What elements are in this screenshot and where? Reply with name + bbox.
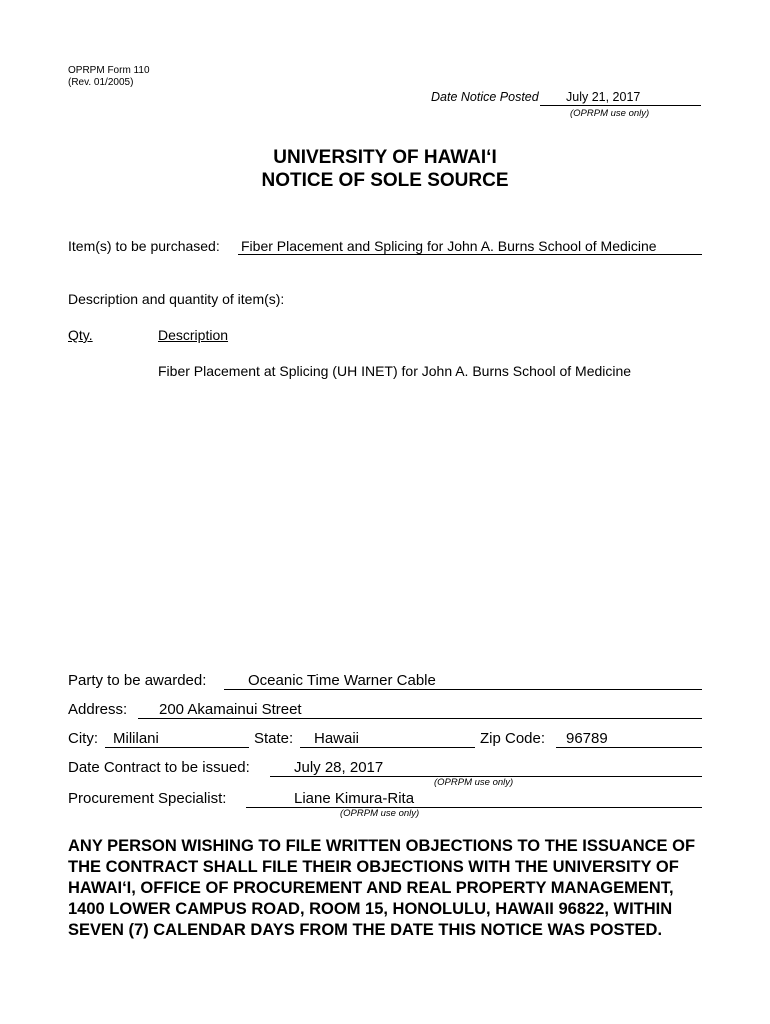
contract-date-label: Date Contract to be issued: <box>68 759 250 776</box>
qty-header: Qty. <box>68 327 93 343</box>
description-row: Fiber Placement at Splicing (UH INET) for John A. Burns School of Medicine <box>158 363 632 379</box>
date-notice-posted-label: Date Notice Posted <box>431 90 539 104</box>
date-notice-posted-value: July 21, 2017 <box>566 90 641 104</box>
description-header: Description <box>158 327 229 343</box>
form-number: OPRPM Form 110 <box>68 65 150 76</box>
contract-date-oprpm-note: (OPRPM use only) <box>434 777 514 788</box>
city-label: City: <box>68 730 98 747</box>
university-title: UNIVERSITY OF HAWAI‘I <box>273 147 497 168</box>
zip-field <box>556 730 702 748</box>
objection-notice: ANY PERSON WISHING TO FILE WRITTEN OBJECTIONS TO THE ISSUANCE OF THE CONTRACT SHALL FILE THEIR OBJECTIONS WITH THE UNIVERSITY OF HAWAI‘I, OFFICE OF PROCUREMENT AND REAL PROPERTY MANAGEMENT, 1400 LOWER CAMPUS ROAD, ROOM 15, HONOLULU, HAWAII 96822, WITHIN SEVEN (7) CALENDAR DAYS FROM THE DATE THIS NOTICE WAS POSTED. <box>68 837 696 939</box>
zip-value: 96789 <box>566 730 608 747</box>
description-quantity-label: Description and quantity of item(s): <box>68 291 285 307</box>
specialist-field <box>246 790 702 808</box>
city-field <box>105 730 249 748</box>
date-notice-posted-field <box>540 90 701 106</box>
notice-title: NOTICE OF SOLE SOURCE <box>261 170 509 191</box>
party-field <box>224 672 702 690</box>
contract-date-field <box>270 759 702 777</box>
items-field <box>238 238 702 255</box>
items-value: Fiber Placement and Splicing for John A. Burns School of Medicine <box>241 238 657 254</box>
form-revision: (Rev. 01/2005) <box>68 77 134 88</box>
party-value: Oceanic Time Warner Cable <box>248 672 436 689</box>
contract-date-value: July 28, 2017 <box>294 759 384 776</box>
specialist-value: Liane Kimura-Rita <box>294 790 415 807</box>
state-label: State: <box>254 730 294 747</box>
date-posted-oprpm-note: (OPRPM use only) <box>570 108 650 119</box>
specialist-oprpm-note: (OPRPM use only) <box>340 808 420 819</box>
party-label: Party to be awarded: <box>68 672 207 689</box>
items-label: Item(s) to be purchased: <box>68 238 220 254</box>
address-label: Address: <box>68 701 128 718</box>
specialist-label: Procurement Specialist: <box>68 790 227 807</box>
city-value: Mililani <box>113 730 159 747</box>
address-value: 200 Akamainui Street <box>159 701 302 718</box>
state-field <box>300 730 475 748</box>
address-field <box>138 701 702 719</box>
zip-label: Zip Code: <box>480 730 546 747</box>
state-value: Hawaii <box>314 730 360 747</box>
